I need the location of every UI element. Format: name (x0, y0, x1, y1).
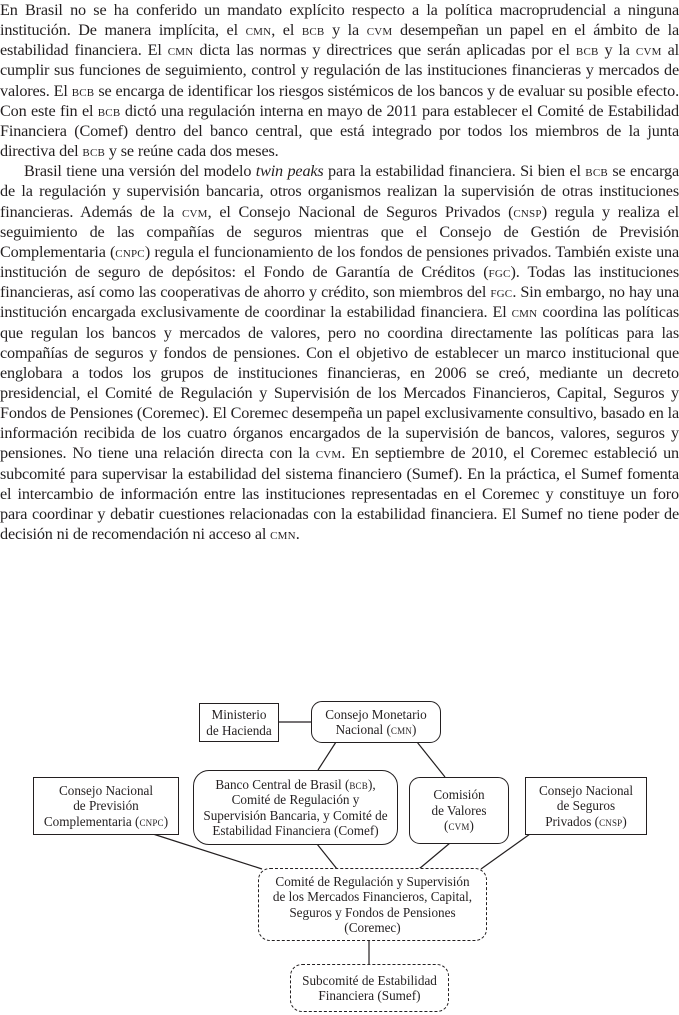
acronym: fgc (488, 263, 511, 282)
edge-cvm-coremec (419, 843, 450, 869)
node-label-line: Privados (cnsp) (545, 813, 627, 829)
node-label (203, 777, 387, 839)
node-label-line: Supervisión Bancaria, y Comité de (203, 807, 388, 823)
node-label-line: (cvm) (444, 818, 474, 834)
acronym: cnsp (599, 813, 623, 829)
node-label-line: Comité de Regulación y (231, 792, 360, 808)
paragraph: En Brasil no se ha conferido un mandato explícito respecto a la política macroprudencial a ninguna institución. De manera implícita, el cmn, el bcb y la cvm desempeñan un papel en el ámbito de la estabilidad financiera. El cmn dicta las normas y directrices que serán aplicadas por el bcb y la cvm al cumplir sus funciones de seguimiento, control y regulación de las instituciones financieras y mercados de valores. El bcb se encarga de identificar los riesgos sistémicos de los bancos y de evaluar su posible efecto. Con este fin el bcb dictó una regulación interna en mayo de 2011 para establecer el Comité de Estabilidad Financiera (Comef) dentro del banco central, que está integrado por todos los miembros de la junta directiva del bcb y se reúne cada dos meses. (0, 1, 679, 161)
node-label-line: de Seguros (556, 798, 616, 814)
acronym: bcb (575, 41, 599, 60)
acronym: cnsp (513, 202, 542, 221)
node-cnpc (33, 777, 179, 835)
acronym: cvm (315, 444, 342, 463)
acronym: bcb (71, 81, 95, 100)
node-label-line: (Coremec) (344, 919, 401, 935)
acronym: bcb (97, 101, 121, 120)
node-cnsp (525, 777, 647, 835)
acronym: cmn (167, 41, 194, 60)
acronym: cnpc (115, 242, 145, 261)
acronym: cnpc (139, 813, 164, 829)
acronym: cvm (448, 818, 470, 834)
node-label-line: de Hacienda (206, 722, 272, 738)
edge-cmn-cvm (417, 742, 445, 777)
acronym: fgc (490, 283, 513, 302)
node-label-line: de los Mercados Financieros, Capital, (272, 889, 473, 905)
node-label-line: Consejo Monetario (325, 706, 427, 722)
node-cmn (311, 701, 441, 743)
acronym: bcb (585, 162, 608, 181)
node-label-line: Nacional (cmn) (335, 722, 417, 737)
acronym: cmn (390, 722, 412, 737)
node-label-line: de Valores (431, 802, 487, 818)
edge-cmn-bcb (318, 742, 336, 770)
node-cvm (409, 777, 509, 844)
acronym: bcb (349, 776, 368, 792)
node-label-line: Ministerio (211, 707, 267, 723)
node-label-line: Complementaria (cnpc) (43, 813, 169, 829)
node-label (206, 707, 272, 738)
node-label-line: Comisión (433, 787, 485, 803)
node-sumef (290, 964, 449, 1012)
node-coremec (258, 868, 487, 941)
italic-term: twin peaks (255, 162, 324, 181)
acronym: bcb (82, 142, 106, 161)
node-label (539, 783, 633, 829)
node-label-line: Consejo Nacional (538, 782, 634, 798)
node-label-line: Financiera (Sumef) (318, 988, 421, 1003)
node-bcb (193, 770, 398, 845)
edge-bcb-coremec (317, 844, 337, 869)
node-label (273, 874, 472, 936)
node-label (44, 783, 168, 829)
acronym: bcb (301, 21, 325, 40)
node-label-line: Seguros y Fondos de Pensiones (289, 904, 456, 920)
acronym: cmn (245, 21, 272, 40)
node-label-line: de Previsión (73, 798, 139, 814)
acronym: cmn (511, 303, 538, 322)
acronym: cmn (270, 525, 296, 544)
node-label-line: Consejo Nacional (58, 782, 154, 798)
node-label-line: Estabilidad Financiera (Comef) (212, 822, 379, 838)
node-label-line: Comité de Regulación y Supervisión (275, 873, 470, 889)
acronym: cvm (181, 202, 208, 221)
node-label (302, 973, 437, 1004)
node-label (325, 707, 426, 738)
institutional-diagram (0, 690, 679, 1015)
node-label (431, 787, 486, 833)
paragraph: Brasil tiene una versión del modelo twin peaks para la estabilidad financiera. Si bien el bcb se encarga de la regulación y supervisión bancaria, otros organismos realizan la supervisión de otras instituciones financieras. Además de la cvm, el Consejo Nacional de Seguros Privados (cnsp) regula y realiza el seguimiento de las compañías de seguros mientras que el Consejo de Gestión de Previsión Complementaria (cnpc) regula el funcionamiento de los fondos de pensiones privados. También existe una institución de seguro de depósitos: el Fondo de Garantía de Créditos (fgc). Todas las instituciones financieras, así como las cooperativas de ahorro y crédito, son miembros del fgc. Sin embargo, no hay una institución encargada exclusivamente de coordinar la estabilidad financiera. El cmn coordina las políticas que regulan los bancos y mercados de valores, pero no coordina directamente las políticas para las compañías de seguros y fondos de pensiones. Con el objetivo de establecer un marco institucional que englobara a todos los grupos de instituciones financieras, en 2006 se creó, mediante un decreto presidencial, el Comité de Regulación y Supervisión de los Mercados Financieros, Capital, Seguros y Fondos de Pensiones (Coremec). El Coremec desempeña un papel exclusivamente consultivo, basado en la información recibida de los cuatro órganos encargados de la supervisión de bancos, valores, seguros y pensiones. No tiene una relación directa con la cvm. En septiembre de 2010, el Coremec estableció un subcomité para supervisar la estabilidad del sistema financiero (Sumef). En la práctica, el Sumef fomenta el intercambio de información entre las instituciones representadas en el Coremec y constituye un foro para coordinar y debatir cuestiones relacionadas con la estabilidad financiera. El Sumef no tiene poder de decisión ni de recomendación ni acceso al cmn. (0, 162, 679, 544)
acronym: cvm (635, 41, 662, 60)
node-label-line: Banco Central de Brasil (bcb), (215, 776, 376, 792)
acronym: cvm (366, 21, 393, 40)
node-ministerio (199, 703, 279, 742)
node-label-line: Subcomité de Estabilidad (302, 972, 437, 988)
